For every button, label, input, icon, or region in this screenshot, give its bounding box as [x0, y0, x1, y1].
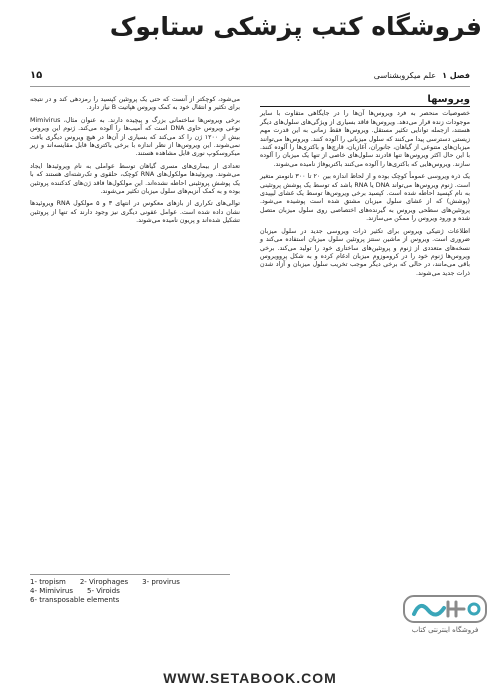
paragraph: توالی‌های تکراری از بازهای معکوس در انتهای ۳ و ۵ مولکول RNA ویروئیدها نشان داده شده است. عوامل عفونی دیگری نیز وجود دارند که تنها از پروتئین تشکیل شده‌اند و پریون نامیده می‌شوند. [30, 200, 240, 225]
section-heading: ویروسها [260, 96, 470, 107]
logo-mark-icon [400, 590, 490, 626]
page-number: ۱۵ [30, 70, 43, 81]
paragraph: تعدادی از بیماری‌های مسری گیاهان توسط عواملی به نام ویروئیدها ایجاد می‌شوند. ویروئیدها مولکول‌های RNA کوچک، حلقوی و تک‌رشته‌ای هستند که با یک پوشش پروتئینی احاطه نشده‌اند. این مولکول‌ها فاقد ژن‌های کدکننده پروتئین بوده و به کمک آنزیم‌های سلول میزبان تکثیر می‌شوند. [30, 162, 240, 196]
paragraph: برخی ویروس‌ها ساختمانی بزرگ و پیچیده دارند. به عنوان مثال، Mimivirus نوعی ویروس حاوی DNA است که آمیب‌ها را آلوده می‌کند. ژنوم این ویروس بیش از ۱۲۰۰ ژن را کد می‌کند که بسیاری از آن‌ها در هیچ ویروس دیگری یافت نمی‌شوند. این ویروس‌ها از نظر اندازه با برخی باکتری‌ها قابل مقایسه‌اند و زیر میکروسکوپ نوری قابل مشاهده هستند. [30, 116, 241, 158]
store-title: فروشگاه کتب پزشکی ستابوک [109, 12, 482, 41]
setabook-logo [400, 590, 490, 642]
footnote: 3- provirus [142, 578, 180, 586]
book-page [30, 70, 470, 620]
footnote: 4- Mimivirus [30, 587, 74, 595]
footnote-row [30, 596, 230, 605]
chapter-number: فصل ۱ [442, 71, 470, 80]
chapter-title: علم میکروبشناسی [373, 71, 437, 80]
footnotes [30, 574, 230, 605]
footnote: 1- tropism [30, 578, 66, 586]
paragraph: خصوصیات منحصر به فرد ویروس‌ها آن‌ها را در جایگاهی متفاوت با سایر موجودات زنده قرار می‌دهد. ویروس‌ها فاقد بسیاری از ویژگی‌های سلول‌های دیگر هستند، ازجمله توانایی تکثیر مستقل. ویروس‌ها فقط زمانی به این قدرت مهم زیستی دسترسی پیدا می‌کنند که سلول میزبانی را آلوده کنند. ویروس‌ها می‌توانند میزبان‌های متنوعی از گیاهان، جانوران، آغازیان، قارچ‌ها و باکتری‌ها را آلوده کنند. با این حال اکثر ویروس‌ها تنها قادرند سلول‌های خاصی از تنها یک میزبان را آلوده سازند. ویروس‌هایی که باکتری‌ها را آلوده می‌کنند باکتریوفاژ نامیده می‌شوند. [260, 110, 470, 168]
footer-url[interactable]: WWW.SETABOOK.COM [163, 670, 337, 686]
footnote: 6- transposable elements [30, 596, 120, 604]
footnote: 2- Virophages [79, 578, 129, 586]
paragraph: اطلاعات ژنتیکی ویروس برای تکثیر ذرات ویروسی جدید در سلول میزبان ضروری است. ویروس از ماشین سنتز پروتئین سلول میزبان استفاده می‌کند و نسخه‌های متعددی از ژنوم و پروتئین‌های ساختاری خود را تولید می‌کند. برخی ویروس‌ها ژنوم خود را در کروموزوم میزبان ادغام کرده و به شکل پروویروس باقی می‌مانند، در حالی که برخی دیگر موجب تخریب سلول میزبان و آزاد شدن ذرات جدید می‌شوند. [260, 227, 470, 277]
footnote-row [30, 587, 230, 596]
footnote: 5- Viroids [87, 587, 120, 595]
left-column [30, 96, 240, 230]
paragraph: یک ذره ویروسی عموماً کوچک بوده و از لحاظ اندازه بین ۲۰ تا ۳۰۰ نانومتر متغیر است. ژنوم ویروس‌ها می‌تواند DNA یا RNA باشد که توسط یک پوشش پروتئینی به نام کپسید احاطه شده است. کپسید برخی ویروس‌ها توسط یک غشای لیپیدی (پوشش) که از غشای سلول میزبان مشتق شده است پوشیده می‌شود. پروتئین‌های سطحی ویروس به گیرنده‌های اختصاصی روی سلول میزبان متصل شده و ورود ویروس را ممکن می‌سازند. [260, 173, 470, 223]
header-banner [0, 0, 500, 58]
paragraph: می‌شود، کوچکتر از آنست که حتی یک پروتئین کپسید را رمزدهی کند و در نتیجه برای تکثیر و انتقال خود به کمک ویروس هپاتیت B نیاز دارد. [30, 96, 240, 112]
right-column [260, 96, 470, 282]
footnote-row [30, 578, 230, 587]
logo-caption: فروشگاه اینترنتی کتاب [411, 626, 479, 634]
chapter-label [374, 71, 470, 80]
running-header [30, 70, 470, 87]
